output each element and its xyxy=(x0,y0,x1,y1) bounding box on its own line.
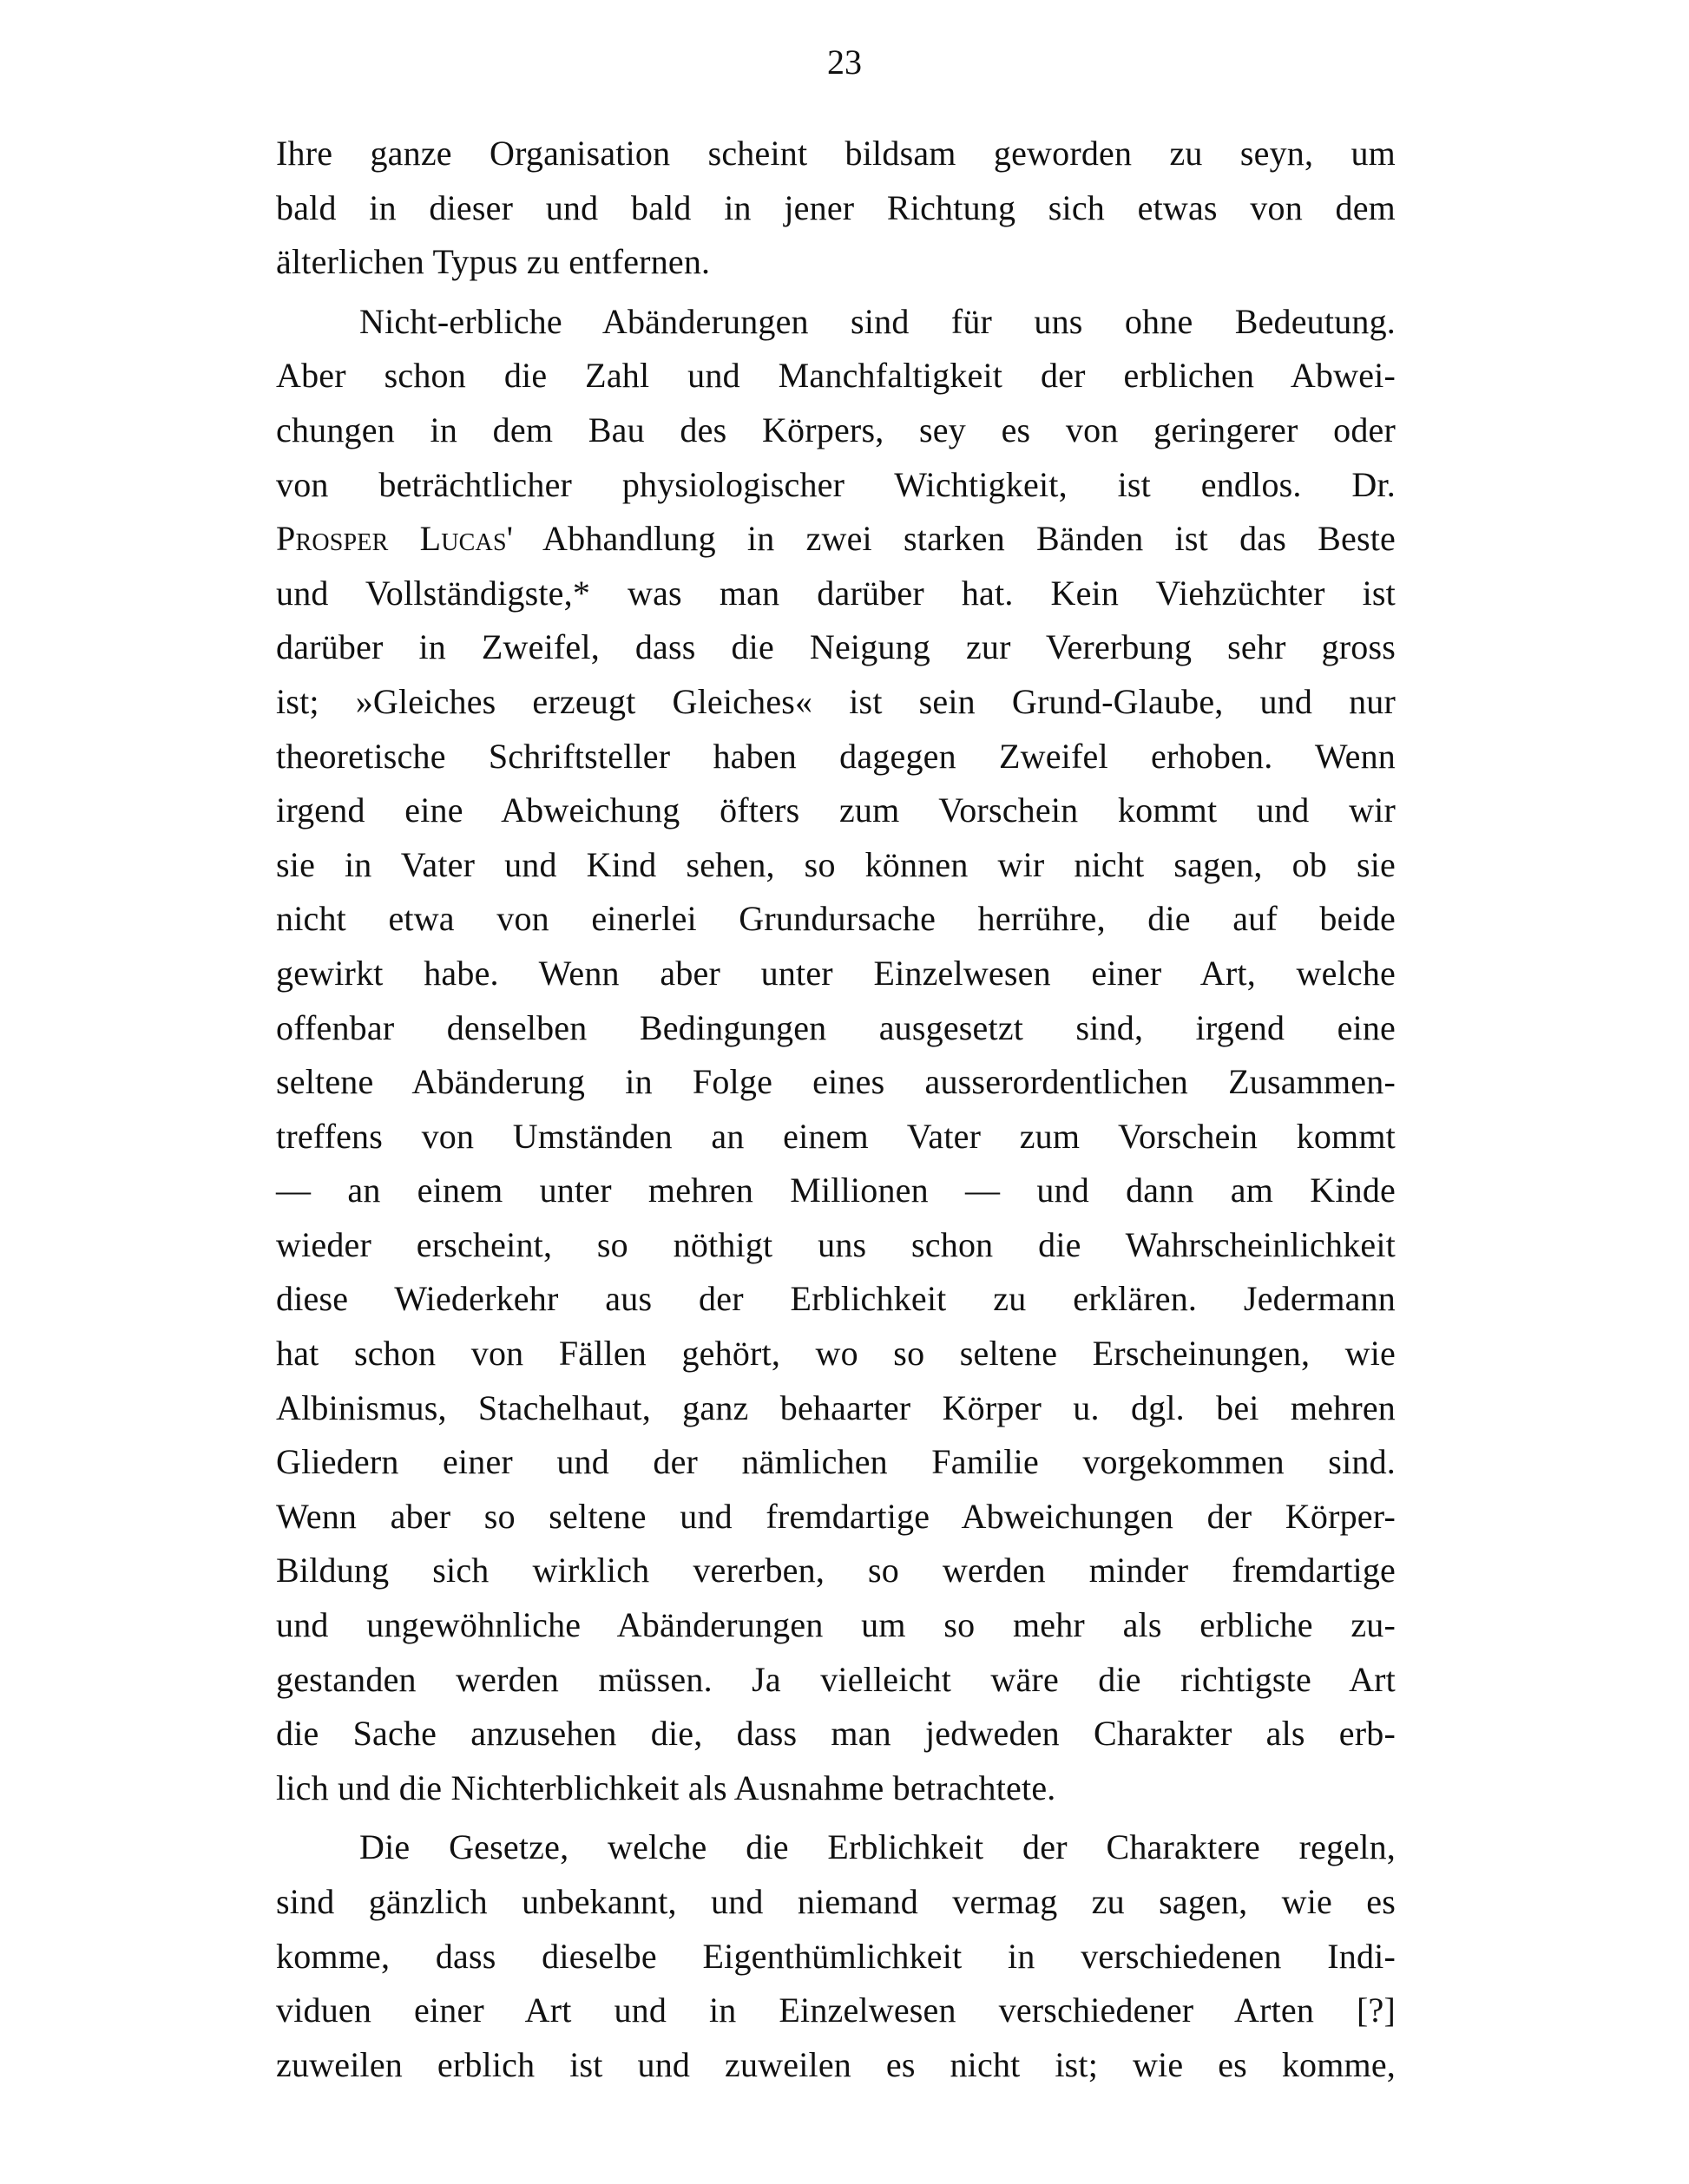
text-line xyxy=(276,512,1396,567)
text-line: viduen einer Art und in Einzelwesen verschiedener Arten [?] xyxy=(276,1991,1396,2030)
text-line: nicht etwa von einerlei Grundursache herrühre, die auf beide xyxy=(276,899,1396,939)
text-line: gewirkt habe. Wenn aber unter Einzelwesen einer Art, welche xyxy=(276,953,1396,993)
text-line: wieder erscheint, so nöthigt uns schon die Wahrscheinlichkeit xyxy=(276,1224,1396,1264)
text-line: komme, dass dieselbe Eigenthümlichkeit in verschiedenen Indi- xyxy=(276,1936,1396,1976)
text-line: lich und die Nichterblichkeit als Ausnahme betrachtete. xyxy=(276,1768,1056,1807)
text-line: Die Gesetze, welche die Erblichkeit der Charaktere regeln, xyxy=(359,1827,1396,1867)
text-line: ist; »Gleiches erzeugt Gleiches« ist sein Grund-Glaube, und nur xyxy=(276,681,1396,721)
text-line: sie in Vater und Kind sehen, so können wir nicht sagen, ob sie xyxy=(276,844,1396,884)
text-line-rest: Abhandlung in zwei starken Bänden ist das Beste xyxy=(513,519,1396,559)
text-line: sind gänzlich unbekannt, und niemand vermag zu sagen, wie es xyxy=(276,1882,1396,1921)
text-line: Gliedern einer und der nämlichen Familie vorgekommen sind. xyxy=(276,1442,1396,1482)
text-line: Ihre ganze Organisation scheint bildsam geworden zu seyn, um xyxy=(276,134,1396,173)
text-line: chungen in dem Bau des Körpers, sey es von geringerer oder xyxy=(276,410,1396,449)
text-line: darüber in Zweifel, dass die Neigung zur Vererbung sehr gross xyxy=(276,627,1396,667)
text-line: seltene Abänderung in Folge eines ausserordentlichen Zusammen- xyxy=(276,1062,1396,1102)
text-line: bald in dieser und bald in jener Richtung sich etwas von dem xyxy=(276,187,1396,227)
page-number: 23 xyxy=(827,43,862,82)
text-line: irgend eine Abweichung öfters zum Vorschein kommt und wir xyxy=(276,790,1396,830)
text-line: Nicht-erbliche Abänderungen sind für uns ohne Bedeutung. xyxy=(359,301,1396,341)
text-line: von beträchtlicher physiologischer Wichtigkeit, ist endlos. Dr. xyxy=(276,464,1396,504)
text-line: treffens von Umständen an einem Vater zum Vorschein kommt xyxy=(276,1116,1396,1156)
body-text xyxy=(276,127,1396,2092)
text-line: zuweilen erblich ist und zuweilen es nicht ist; wie es komme, xyxy=(276,2044,1396,2084)
text-line: und Vollständigste,* was man darüber hat. Kein Viehzüchter ist xyxy=(276,573,1396,613)
text-line: diese Wiederkehr aus der Erblichkeit zu erklären. Jedermann xyxy=(276,1279,1396,1319)
text-line: Wenn aber so seltene und fremdartige Abweichungen der Körper- xyxy=(276,1496,1396,1536)
text-line: älterlichen Typus zu entfernen. xyxy=(276,242,711,282)
text-line: Bildung sich wirklich vererben, so werden minder fremdartige xyxy=(276,1551,1396,1590)
text-line: Aber schon die Zahl und Manchfaltigkeit der erblichen Abwei- xyxy=(276,356,1396,396)
text-line: und ungewöhnliche Abänderungen um so mehr als erbliche zu- xyxy=(276,1605,1396,1645)
author-name: Prosper Lucas' xyxy=(276,519,514,559)
text-line: gestanden werden müssen. Ja vielleicht wäre die richtigste Art xyxy=(276,1659,1396,1699)
text-line: die Sache anzusehen die, dass man jedweden Charakter als erb- xyxy=(276,1714,1396,1754)
text-line: hat schon von Fällen gehört, wo so seltene Erscheinungen, wie xyxy=(276,1334,1396,1374)
text-line: — an einem unter mehren Millionen — und dann am Kinde xyxy=(276,1171,1396,1210)
text-line: Albinismus, Stachelhaut, ganz behaarter Körper u. dgl. bei mehren xyxy=(276,1387,1396,1427)
text-line: theoretische Schriftsteller haben dagegen Zweifel erhoben. Wenn xyxy=(276,736,1396,776)
text-line: offenbar denselben Bedingungen ausgesetzt sind, irgend eine xyxy=(276,1007,1396,1047)
